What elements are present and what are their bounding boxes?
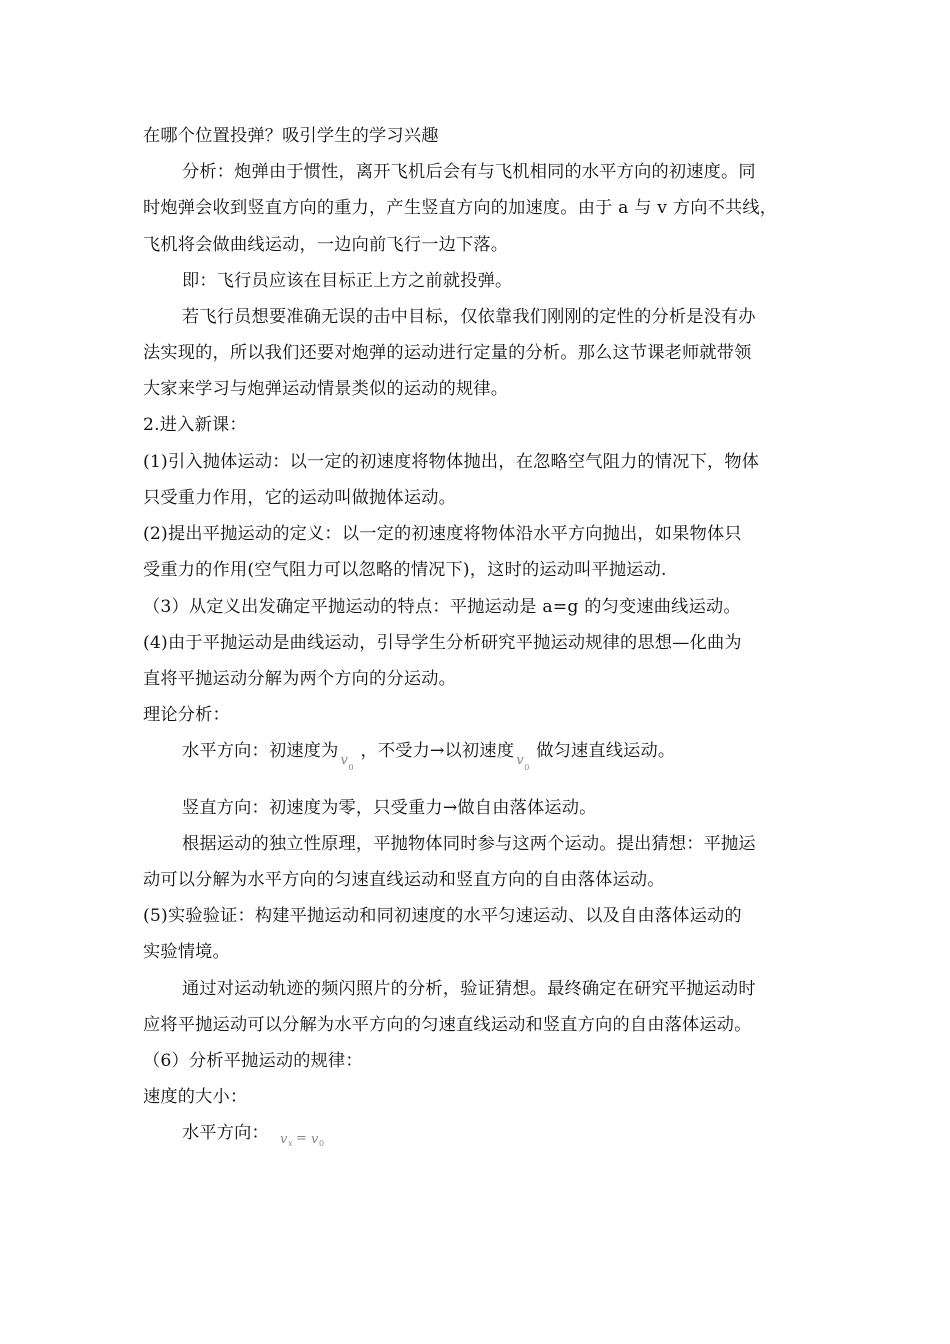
paragraph-line: （3）从定义出发确定平抛运动的特点：平抛运动是 a=g 的匀变速曲线运动。: [143, 597, 741, 617]
math-v: v: [340, 753, 349, 768]
paragraph-line: (5)实验验证：构建平抛运动和同初速度的水平匀速运动、以及自由落体运动的: [143, 906, 742, 926]
paragraph-line: 在哪个位置投弹？吸引学生的学习兴趣: [143, 126, 439, 146]
paragraph-line: 根据运动的独立性原理，平抛物体同时参与这两个运动。提出猜想：平抛运: [182, 834, 756, 854]
paragraph-line: 直将平抛运动分解为两个方向的分运动。: [143, 669, 456, 689]
horizontal-direction-line: [182, 739, 813, 772]
math-subscript: 0: [319, 1139, 325, 1148]
v0-symbol: [339, 739, 361, 772]
math-subscript: x: [288, 1139, 293, 1148]
paragraph-line: 若飞行员想要准确无误的击中目标，仅依靠我们刚刚的定性的分析是没有办: [182, 307, 756, 327]
paragraph-line: 通过对运动轨迹的频闪照片的分析，验证猜想。最终确定在研究平抛运动时: [182, 979, 756, 999]
paragraph-line: 只受重力作用，它的运动叫做抛体运动。: [143, 488, 456, 508]
paragraph-line: 速度的大小：: [143, 1087, 248, 1107]
paragraph-line: 飞机将会做曲线运动，一边向前飞行一边下落。: [143, 235, 509, 255]
paragraph-line: 分析：炮弹由于惯性，离开飞机后会有与飞机相同的水平方向的初速度。同: [182, 162, 756, 182]
paragraph-line: (2)提出平抛运动的定义：以一定的初速度将物体沿水平方向抛出，如果物体只: [143, 524, 742, 544]
math-subscript: 0: [348, 763, 354, 772]
math-v: v: [311, 1132, 319, 1147]
paragraph-line: 应将平抛运动可以分解为水平方向的匀速直线运动和竖直方向的自由落体运动。: [143, 1015, 752, 1035]
text-span: ，不受力→以初速度: [360, 741, 515, 761]
paragraph-line: (1)引入抛体运动：以一定的初速度将物体抛出，在忽略空气阻力的情况下，物体: [143, 452, 760, 472]
math-equals: =: [296, 1131, 307, 1146]
paragraph-line: 即：飞行员应该在目标正上方之前就投弹。: [182, 271, 513, 291]
math-v: v: [516, 753, 524, 768]
paragraph-line: （6）分析平抛运动的规律：: [143, 1051, 363, 1071]
paragraph-line: 法实现的，所以我们还要对炮弹的运动进行定量的分析。那么这节课老师就带领: [143, 343, 752, 363]
paragraph-line: 理论分析：: [143, 705, 230, 725]
math-subscript: 0: [524, 763, 530, 772]
paragraph-line: 水平方向：: [182, 1123, 269, 1143]
section-heading: 2.进入新课：: [143, 415, 247, 435]
text-span: 做匀速直线运动。: [536, 741, 676, 761]
paragraph-line: (4)由于平抛运动是曲线运动，引导学生分析研究平抛运动规律的思想—化曲为: [143, 633, 742, 653]
v0-symbol: [514, 739, 536, 772]
text-span: 水平方向：初速度为: [182, 741, 339, 761]
paragraph-line: 时炮弹会收到竖直方向的重力，产生竖直方向的加速度。由于 a 与 v 方向不共线，: [143, 198, 778, 218]
paragraph-line: 大家来学习与炮弹运动情景类似的运动的规律。: [143, 379, 509, 399]
paragraph-line: 实验情境。: [143, 942, 230, 962]
math-v: v: [280, 1132, 288, 1147]
vx-equals-v0-formula: [278, 1128, 348, 1158]
paragraph-line: 动可以分解为水平方向的匀速直线运动和竖直方向的自由落体运动。: [143, 870, 665, 890]
paragraph-line: 竖直方向：初速度为零，只受重力→做自由落体运动。: [182, 798, 597, 818]
paragraph-line: 受重力的作用(空气阻力可以忽略的情况下)，这时的运动叫平抛运动.: [143, 560, 667, 580]
